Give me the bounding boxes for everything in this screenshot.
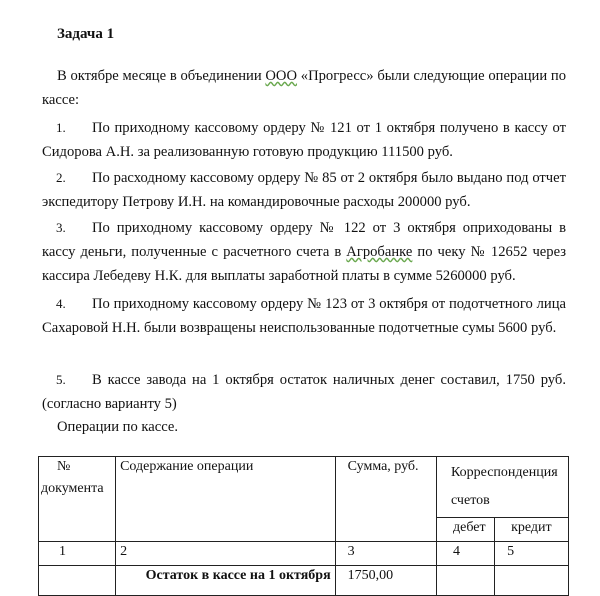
header-doc-number-symbol: № (57, 459, 71, 474)
bank-name: Агробанке (346, 244, 413, 260)
header-credit: кредит (495, 518, 569, 542)
list-item-text-before: По приходному кассовому ордеру № 122 от 3 октября оприходованы в кассу деньги, полученные с расчетного счета в (42, 220, 566, 260)
header-doc-number-word: документа (41, 481, 104, 496)
operations-table (38, 456, 569, 596)
numbering-cell-1: 1 (39, 542, 116, 566)
table-row (39, 566, 569, 596)
intro-org-abbr: ООО (265, 68, 298, 84)
table-header-row (39, 457, 569, 518)
numbering-cell-3: 3 (335, 542, 436, 566)
intro-paragraph (42, 64, 566, 112)
list-item-2 (42, 166, 566, 214)
row-debit (437, 566, 495, 596)
list-item-3 (42, 216, 566, 288)
row-amount: 1750,00 (335, 566, 436, 596)
row-content: Остаток в кассе на 1 октября (116, 566, 336, 596)
list-item-text: В кассе завода на 1 октября остаток наличных денег составил, 1750 руб. (согласно варианту 5) (42, 372, 566, 412)
operations-label: Операции по кассе. (57, 419, 179, 435)
list-item-1 (42, 116, 566, 164)
list-item-text: По приходному кассовому ордеру № 123 от 3 октября от подотчетного лица Сахаровой Н.Н. были возвращены неиспользованные подотчетные сумы 5600 руб. (42, 296, 566, 336)
intro-before: В октябре месяце в объединении (57, 68, 266, 84)
header-correspondence: Корреспонденция счетов (437, 457, 569, 518)
list-item-5 (42, 368, 566, 416)
intro-after: «Прогресс» были следующие операции по кассе: (42, 68, 566, 108)
numbering-cell-2: 2 (116, 542, 336, 566)
header-debit: дебет (437, 518, 495, 542)
list-item-number: 1. (56, 120, 66, 135)
header-doc-number (39, 457, 116, 542)
table-numbering-row (39, 542, 569, 566)
task-heading: Задача 1 (57, 26, 115, 42)
list-item-4 (42, 292, 566, 340)
header-content: Содержание операции (116, 457, 336, 542)
list-item-text: По расходному кассовому ордеру № 85 от 2 октября было выдано под отчет экспедитору Петрову И.Н. на командировочные расходы 200000 руб. (42, 170, 566, 210)
list-item-number: 3. (56, 220, 66, 235)
numbering-cell-5: 5 (495, 542, 569, 566)
list-item-text-after: по чеку № 12652 через кассира Лебедеву Н.К. для выплаты заработной платы в сумме 5260000 руб. (42, 244, 566, 284)
numbering-cell-4: 4 (437, 542, 495, 566)
list-item-number: 5. (56, 372, 66, 387)
row-credit (495, 566, 569, 596)
header-amount: Сумма, руб. (335, 457, 436, 542)
list-item-text: По приходному кассовому ордеру № 121 от 1 октября получено в кассу от Сидорова А.Н. за реализованную готовую продукцию 111500 руб. (42, 120, 566, 160)
list-item-number: 4. (56, 296, 66, 311)
row-doc-number (39, 566, 116, 596)
list-item-number: 2. (56, 170, 66, 185)
